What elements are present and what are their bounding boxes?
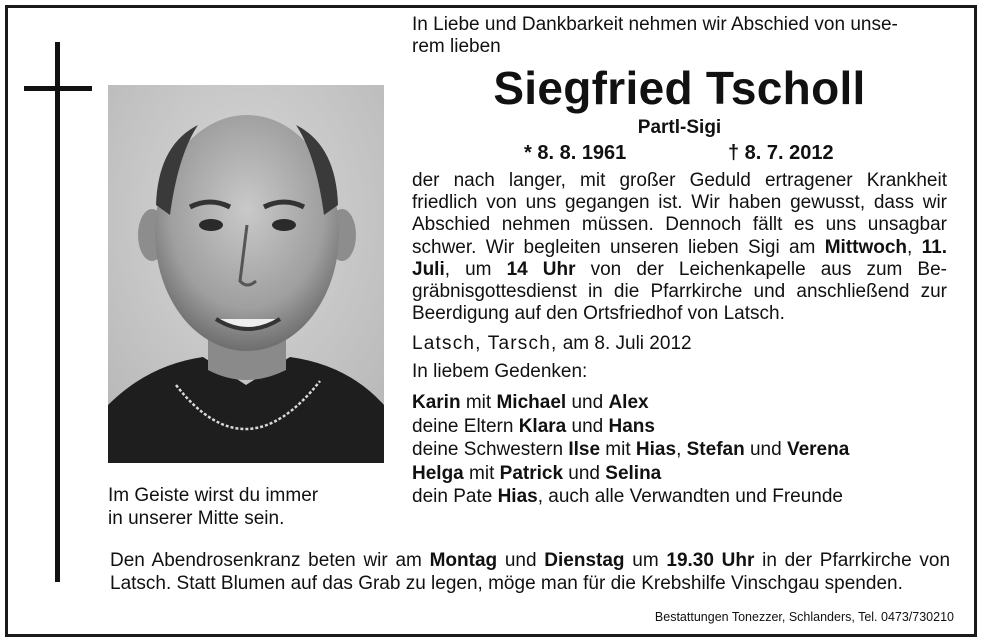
cross-vertical-bar bbox=[55, 42, 60, 582]
mourner-line bbox=[412, 391, 947, 415]
mourner-line bbox=[412, 462, 947, 486]
place-and-date bbox=[412, 333, 947, 355]
connector-text: und bbox=[744, 439, 787, 461]
connector-text: mit bbox=[600, 439, 636, 461]
rosary-day: Dienstag bbox=[544, 550, 625, 571]
connector-text: mit bbox=[463, 462, 500, 484]
deceased-nickname: Partl-Sigi bbox=[637, 117, 722, 138]
deceased-name: Siegfried Tscholl bbox=[493, 62, 866, 114]
connector-text: und bbox=[566, 392, 609, 414]
connector-text: mit bbox=[460, 392, 497, 414]
mourner-name: Michael bbox=[496, 392, 567, 414]
birth-date: * 8. 8. 1961 bbox=[524, 142, 627, 164]
mourner-name: Verena bbox=[786, 439, 850, 461]
mourner-name: Alex bbox=[608, 392, 649, 414]
mourner-name: Klara bbox=[518, 415, 567, 437]
notice-text: und bbox=[497, 550, 545, 571]
intro-text bbox=[412, 14, 947, 58]
mourner-name: Hans bbox=[608, 415, 655, 437]
portrait-photo bbox=[108, 85, 384, 463]
mourner-name: Patrick bbox=[499, 462, 564, 484]
quote-line: in unserer Mitte sein. bbox=[108, 508, 285, 529]
funeral-home-credit: Bestattungen Tonezzer, Schlanders, Tel. 0473/730210 bbox=[654, 610, 954, 624]
connector-text: und bbox=[563, 462, 606, 484]
connector-text: deine Schwestern bbox=[412, 439, 569, 461]
memorial-quote bbox=[108, 484, 318, 530]
rosary-time: 19.30 Uhr bbox=[666, 550, 755, 571]
mourner-name: Selina bbox=[605, 462, 662, 484]
connector-text: , auch alle Verwandten und Freunde bbox=[537, 486, 843, 508]
mourner-line bbox=[412, 438, 947, 462]
cross-horizontal-bar bbox=[24, 86, 92, 91]
announcement-date: am 8. Juli 2012 bbox=[562, 333, 692, 355]
funeral-time: 14 Uhr bbox=[506, 258, 576, 280]
mourner-line bbox=[412, 485, 947, 509]
funeral-day: Mittwoch bbox=[824, 236, 908, 258]
announcement-text: von der Leichenkapelle aus zum Begräbnisgottesdienst in die Pfarrkirche und anschließend zur Beerdigung auf den Ortsfriedhof von Latsch. bbox=[412, 258, 947, 325]
death-date: † 8. 7. 2012 bbox=[728, 142, 834, 164]
mourners-list bbox=[412, 391, 947, 509]
mourner-name: Hias bbox=[497, 486, 538, 508]
mourner-name: Stefan bbox=[686, 439, 745, 461]
mourner-name: Ilse bbox=[568, 439, 601, 461]
intro-line: In Liebe und Dankbarkeit nehmen wir Abschied von unse- bbox=[412, 14, 898, 35]
funeral-date: 11. Juli bbox=[412, 236, 948, 280]
mourners-heading: In liebem Gedenken: bbox=[412, 361, 588, 383]
mourner-name: Helga bbox=[412, 462, 464, 484]
mourner-name: Hias bbox=[635, 439, 677, 461]
quote-line: Im Geiste wirst du immer bbox=[108, 485, 319, 506]
rosary-day: Montag bbox=[429, 550, 498, 571]
life-dates bbox=[412, 140, 947, 166]
announcement-text: , um bbox=[444, 258, 507, 280]
connector-text: dein Pate bbox=[412, 486, 498, 508]
announcement-text: der nach langer, mit großer Geduld ertragener Krankheit friedlich von uns gegangen ist. Wir haben gewusst, dass wir Abschied nehmen müssen. Dennoch fällt es uns unsagbar schwer. Wir begleiten unseren lieben Sigi am bbox=[412, 170, 947, 258]
connector-text: deine Eltern bbox=[412, 415, 519, 437]
connector-text: und bbox=[566, 415, 609, 437]
intro-line: rem lieben bbox=[412, 36, 501, 57]
rosary-notice bbox=[110, 550, 950, 595]
place-names: Latsch, Tarsch, bbox=[412, 333, 558, 355]
mourner-line bbox=[412, 415, 947, 439]
funeral-announcement bbox=[412, 170, 947, 325]
notice-text: Den Abendrosenkranz beten wir am bbox=[110, 550, 430, 571]
mourner-name: Karin bbox=[412, 392, 461, 414]
announcement-text: , bbox=[907, 236, 922, 258]
connector-text: , bbox=[676, 439, 687, 461]
obituary-main-column bbox=[412, 14, 947, 509]
notice-text: in der Pfarrkirche von Latsch. Statt Blumen auf das Grab zu legen, möge man für die Krebshilfe Vinschgau spenden. bbox=[110, 550, 951, 594]
notice-text: um bbox=[624, 550, 667, 571]
